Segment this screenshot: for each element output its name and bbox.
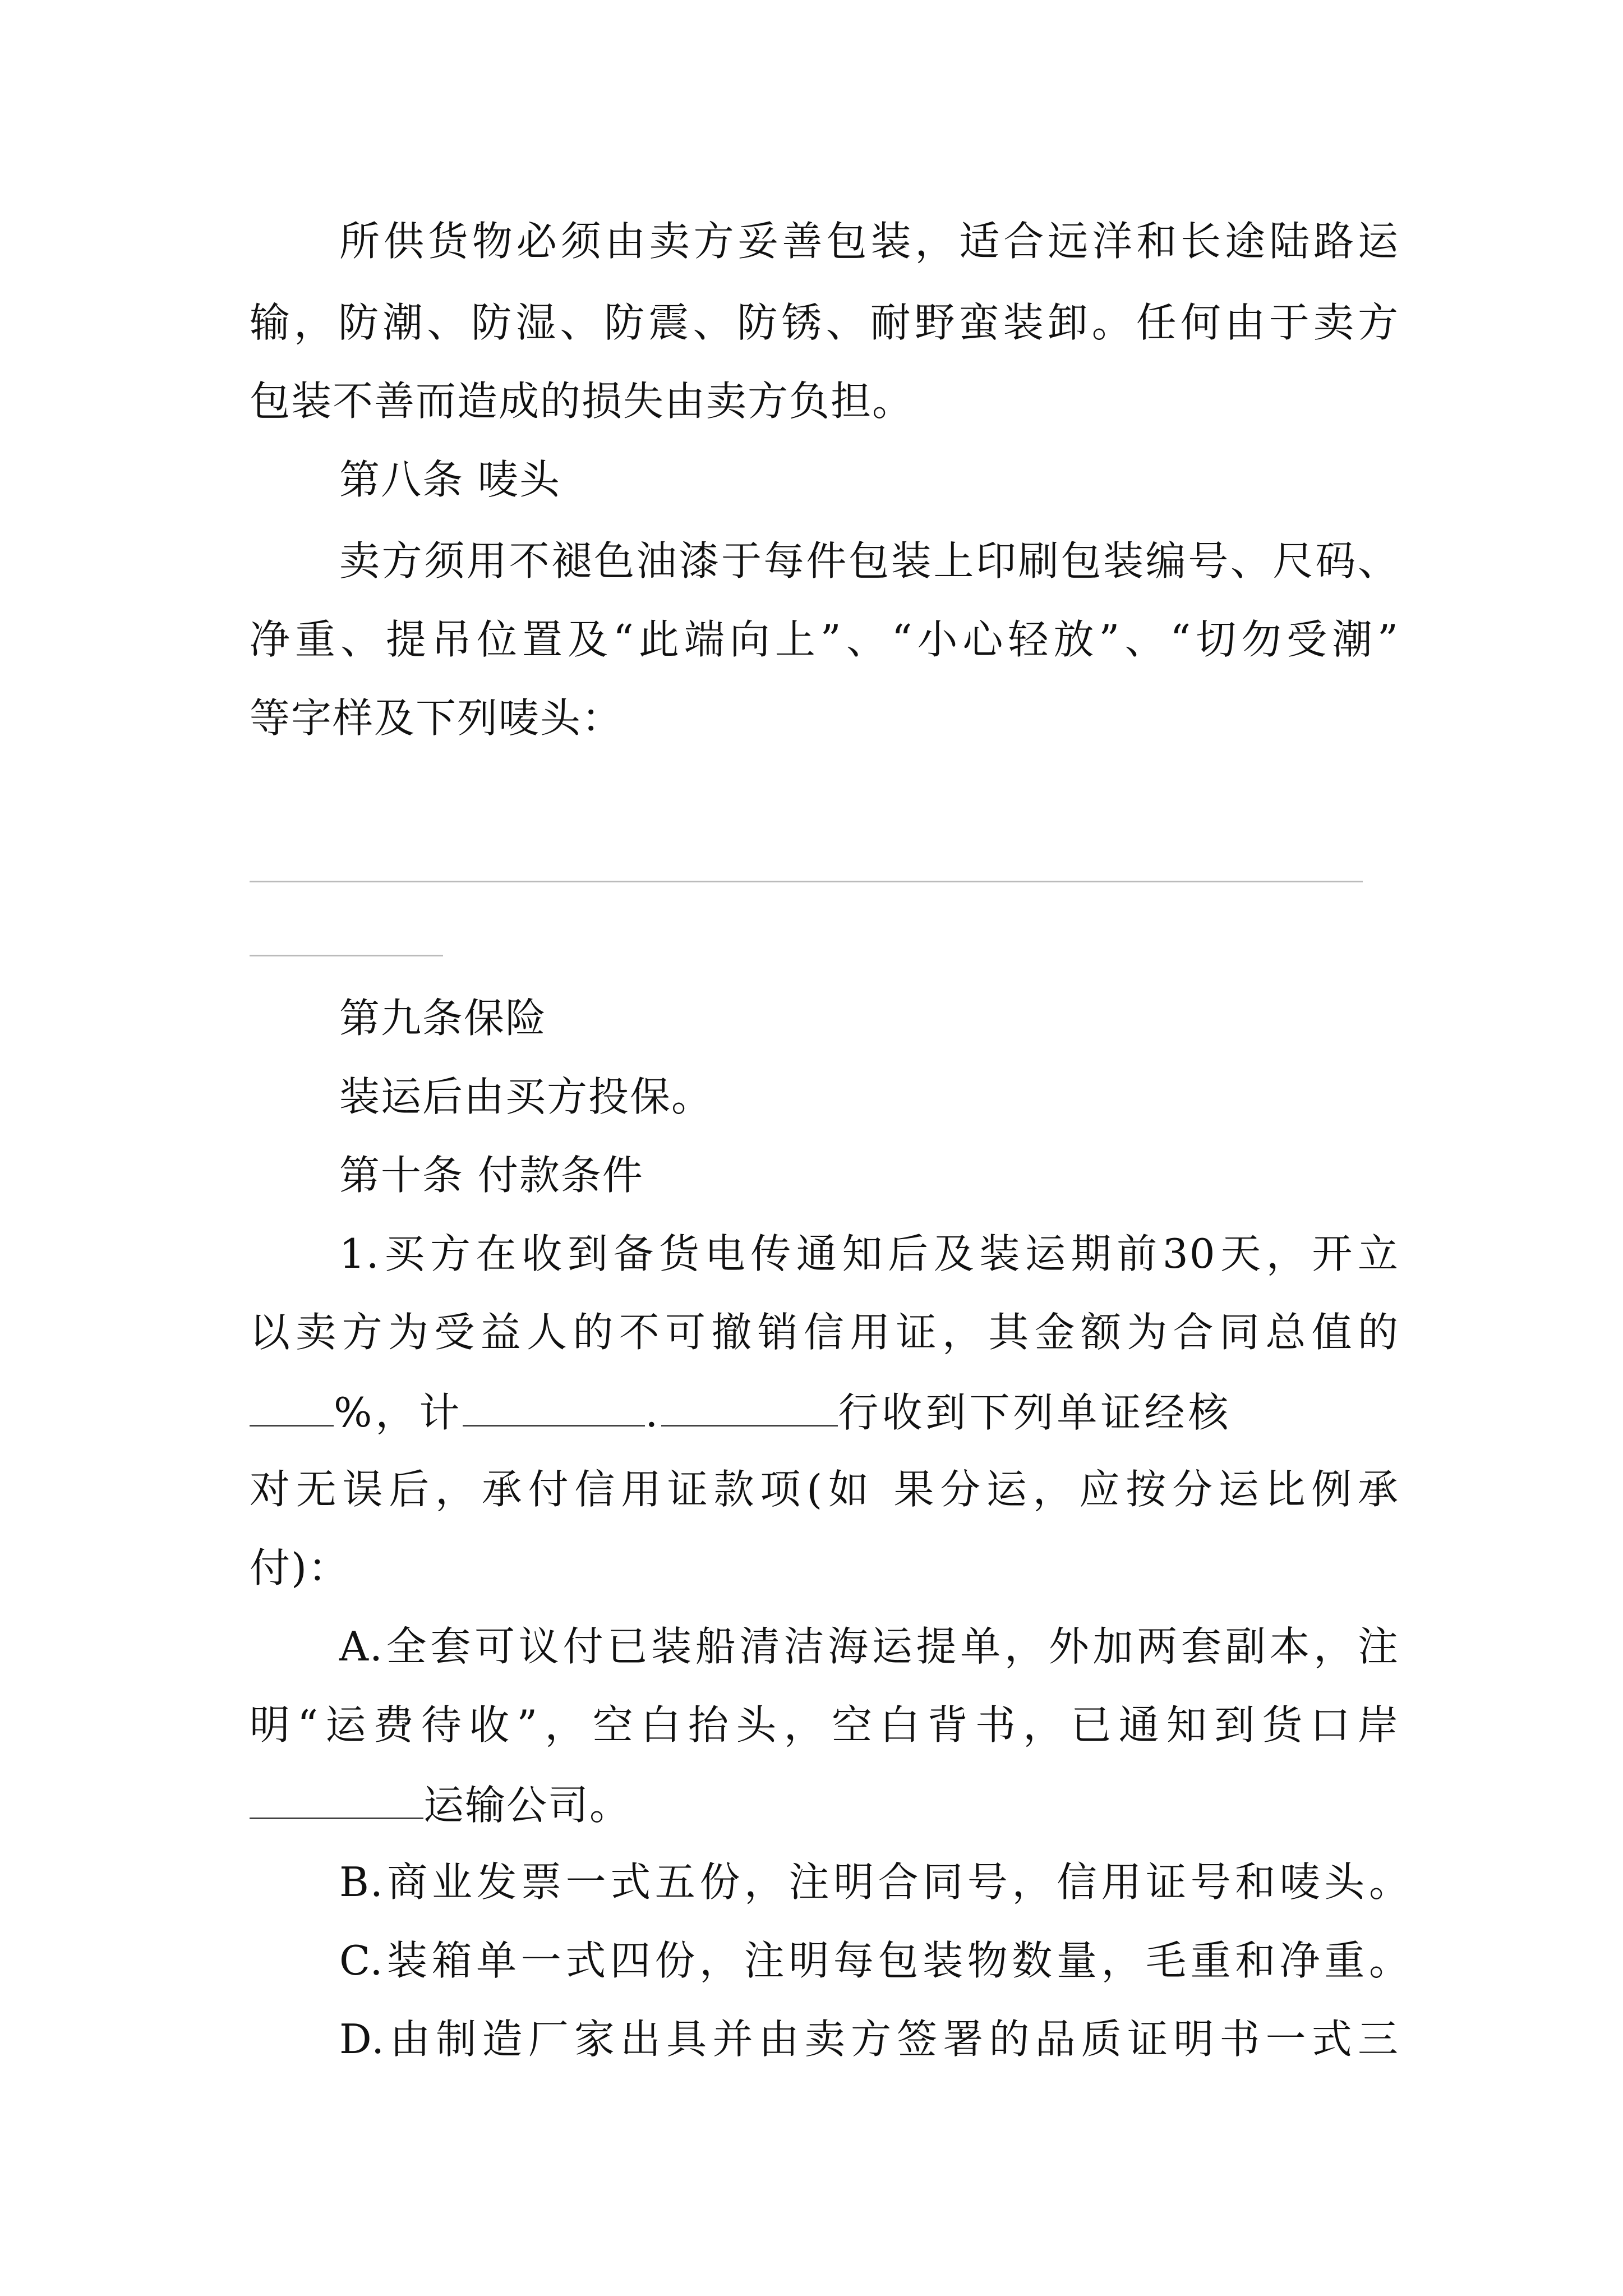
payment-clause-line-4: 对无误后，承付信用证款项(如 果分运，应按分运比例承 [250, 1466, 1399, 1513]
article-10-heading: 第十条 付款条件 [339, 1152, 644, 1199]
separator-dot: . [645, 1389, 662, 1436]
packing-clause-line-2: 输，防潮、防湿、防震、防锈、耐野蛮装卸。任何由于卖方 [250, 299, 1399, 346]
document-a-line-3 [250, 1778, 1399, 1829]
amount-blank [463, 1386, 645, 1427]
bank-blank [661, 1386, 838, 1427]
document-a-line-2: 明“运费待收”，空白抬头，空白背书，已通知到货口岸 [250, 1701, 1399, 1749]
percent-blank [250, 1386, 334, 1427]
packing-clause-line-1: 所供货物必须由卖方妥善包装，适合远洋和长途陆路运 [339, 218, 1399, 265]
bank-text: 行收到下列单证经核 [838, 1389, 1232, 1436]
document-c: C.装箱单一式四份，注明每包装物数量，毛重和净重。 [339, 1937, 1410, 1984]
insurance-text: 装运后由买方投保。 [339, 1073, 713, 1120]
document-b: B.商业发票一式五份，注明合同号，信用证号和唛头。 [339, 1858, 1410, 1906]
shipping-mark-rule [250, 881, 1363, 882]
packing-clause-line-3: 包装不善而造成的损失由卖方负担。 [250, 378, 914, 425]
company-text: 运输公司。 [423, 1782, 631, 1829]
marks-clause-line-3: 等字样及下列唛头： [250, 694, 624, 742]
shipping-mark-rule-short [250, 955, 443, 956]
payment-clause-line-1: 1.买方在收到备货电传通知后及装运期前30天，开立 [339, 1230, 1399, 1277]
payment-clause-line-2: 以卖方为受益人的不可撤销信用证，其金额为合同总值的 [250, 1309, 1399, 1356]
document-a-line-1: A.全套可议付已装船清洁海运提单，外加两套副本，注 [339, 1623, 1399, 1670]
document-d: D.由制造厂家出具并由卖方签署的品质证明书一式三 [339, 2016, 1399, 2063]
article-9-heading: 第九条保险 [339, 995, 547, 1042]
payment-clause-line-5: 付)： [250, 1544, 350, 1591]
marks-clause-line-1: 卖方须用不褪色油漆于每件包装上印刷包装编号、尺码、 [339, 537, 1399, 585]
marks-clause-line-2: 净重、提吊位置及“此端向上”、“小心轻放”、“切勿受潮” [250, 616, 1399, 663]
article-8-heading: 第八条 唛头 [339, 456, 561, 503]
company-blank [250, 1778, 423, 1819]
percent-text: %，计 [334, 1389, 463, 1436]
payment-clause-line-3 [250, 1386, 1399, 1436]
